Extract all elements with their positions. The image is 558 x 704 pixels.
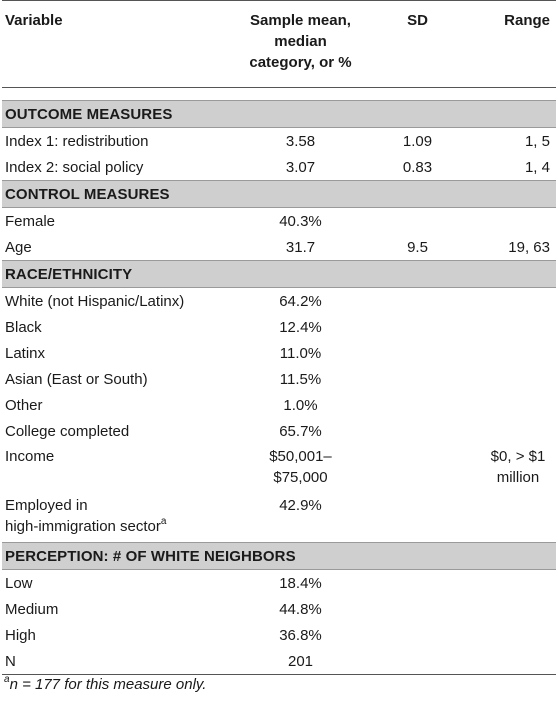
- table-row: [2, 622, 556, 648]
- table-row: [2, 234, 556, 261]
- table-row: [2, 314, 556, 340]
- row-value: 3.07: [285, 158, 316, 176]
- row-value: 36.8%: [279, 626, 322, 644]
- table-row: [2, 648, 556, 675]
- row-label: Black: [5, 318, 42, 336]
- row-value: 18.4%: [279, 574, 322, 592]
- table-row: [2, 288, 556, 315]
- table-row: [2, 392, 556, 418]
- row-range: 19, 63: [508, 238, 550, 256]
- section-race: RACE/ETHNICITY: [2, 261, 556, 288]
- row-range: [480, 444, 556, 493]
- row-range: 1, 4: [524, 158, 550, 176]
- row-range: 1, 5: [524, 132, 550, 150]
- income-range-line1: $0, > $1: [490, 448, 546, 465]
- footnote-marker: a: [160, 516, 167, 527]
- header-sample-line1: Sample mean,: [250, 12, 351, 29]
- row-value: 3.58: [285, 132, 316, 150]
- table-footnote: [4, 676, 206, 693]
- row-value: 12.4%: [279, 318, 322, 336]
- header-variable: Variable: [2, 1, 246, 88]
- row-value: 11.0%: [279, 344, 322, 362]
- row-label: High: [5, 626, 36, 644]
- row-label: Income: [5, 448, 55, 465]
- row-value: 201: [246, 648, 355, 675]
- row-label: College completed: [5, 422, 130, 440]
- row-label: Other: [5, 396, 43, 414]
- section-row: [2, 101, 556, 128]
- row-label: [2, 493, 246, 543]
- income-range-line2: million: [496, 469, 540, 486]
- row-label: Index 2: social policy: [5, 158, 144, 176]
- header-sample-line3: category, or %: [249, 54, 352, 71]
- row-label: Low: [5, 574, 33, 592]
- row-value: 42.9%: [279, 497, 322, 514]
- row-label: Female: [5, 212, 56, 230]
- row-sd: 0.83: [402, 158, 433, 176]
- table-row: [2, 596, 556, 622]
- header-sample: [246, 1, 355, 88]
- header-row: [2, 1, 556, 88]
- footnote-text: n = 177 for this measure only.: [9, 676, 207, 693]
- section-outcome: OUTCOME MEASURES: [2, 101, 556, 128]
- row-value: 1.0%: [283, 396, 318, 414]
- row-value: 65.7%: [279, 422, 322, 440]
- table-row: [2, 128, 556, 155]
- row-label: Asian (East or South): [5, 370, 148, 388]
- row-value: 31.7: [285, 238, 316, 256]
- employed-label-line2: [5, 516, 243, 537]
- row-label: Medium: [5, 600, 59, 618]
- row-value: [246, 444, 355, 493]
- row-value: 40.3%: [279, 212, 322, 230]
- row-label: Latinx: [5, 344, 46, 362]
- section-row: [2, 543, 556, 570]
- footnote-sup: a: [4, 674, 10, 685]
- table-row: [2, 208, 556, 235]
- row-label: N: [2, 648, 246, 675]
- header-range: Range: [480, 1, 556, 88]
- section-perception: PERCEPTION: # OF WHITE NEIGHBORS: [2, 543, 556, 570]
- income-value-line2: $75,000: [273, 469, 328, 486]
- section-row: [2, 181, 556, 208]
- row-value: 44.8%: [279, 600, 322, 618]
- table-row: [2, 366, 556, 392]
- row-value: 11.5%: [279, 370, 322, 388]
- row-label: White (not Hispanic/Latinx): [5, 292, 185, 310]
- employed-label-line1: Employed in: [5, 497, 88, 514]
- table-row: [2, 493, 556, 543]
- table-row: [2, 418, 556, 444]
- row-label: Age: [5, 238, 32, 256]
- employed-label-text: high-immigration sector: [5, 518, 161, 535]
- header-sample-line2: median: [274, 33, 327, 50]
- row-sd: 9.5: [407, 238, 428, 256]
- income-value-line1: $50,001–: [269, 448, 332, 465]
- row-value: 64.2%: [279, 292, 322, 310]
- table-row: [2, 340, 556, 366]
- descriptive-statistics-table: [2, 0, 556, 675]
- section-row: [2, 261, 556, 288]
- row-label: Index 1: redistribution: [5, 132, 149, 150]
- table-row: [2, 444, 556, 493]
- row-sd: 1.09: [402, 132, 433, 150]
- header-sd: SD: [355, 1, 480, 88]
- section-control: CONTROL MEASURES: [2, 181, 556, 208]
- table-row: [2, 570, 556, 597]
- table-row: [2, 154, 556, 181]
